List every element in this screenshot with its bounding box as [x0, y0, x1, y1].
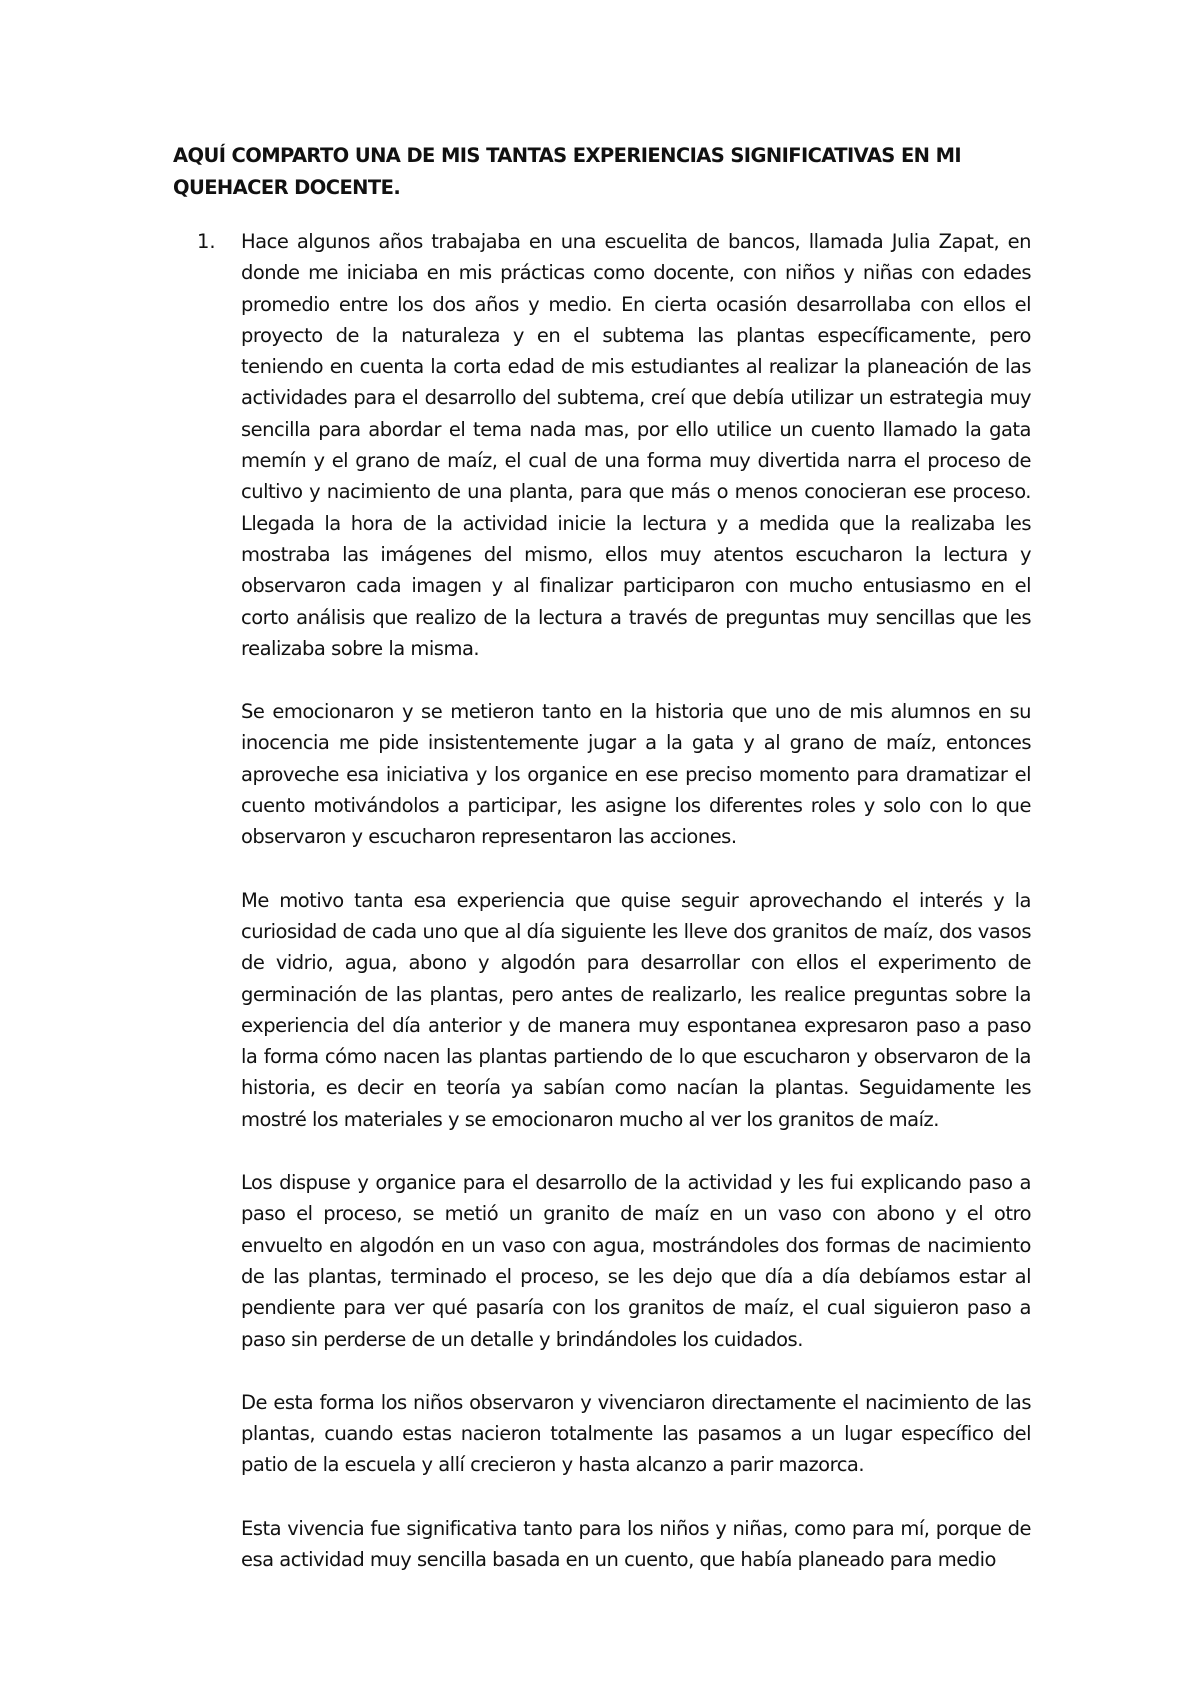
paragraph-6: Esta vivencia fue significativa tanto para los niños y niñas, como para mí, porque de esa actividad muy sencilla basada en un cuento, que había planeado para medio	[241, 1516, 1031, 1571]
paragraph-5: De esta forma los niños observaron y vivenciaron directamente el nacimiento de las plantas, cuando estas nacieron totalmente las pasamos a un lugar específico del patio de la escuela y allí crecieron y hasta alcanzo a parir mazorca.	[241, 1390, 1031, 1477]
document-title: AQUÍ COMPARTO UNA DE MIS TANTAS EXPERIENCIAS SIGNIFICATIVAS EN MI QUEHACER DOCENTE.	[173, 144, 962, 199]
numbered-list-item	[197, 226, 1031, 664]
list-item-number: 1.	[197, 230, 216, 253]
paragraph-3: Me motivo tanta esa experiencia que quise seguir aprovechando el interés y la curiosidad de cada uno que al día siguiente les lleve dos granitos de maíz, dos vasos de vidrio, agua, abono y algodón para desarrollar con ellos el experimento de germinación de las plantas, pero antes de realizarlo, les realice preguntas sobre la experiencia del día anterior y de manera muy espontanea expresaron paso a paso la forma cómo nacen las plantas partiendo de lo que escucharon y observaron de la historia, es decir en teoría ya sabían como nacían la plantas. Seguidamente les mostré los materiales y se emocionaron mucho al ver los granitos de maíz.	[241, 888, 1031, 1131]
paragraph-4: Los dispuse y organice para el desarrollo de la actividad y les fui explicando paso a paso el proceso, se metió un granito de maíz en un vaso con abono y el otro envuelto en algodón en un vaso con agua, mostrándoles dos formas de nacimiento de las plantas, terminado el proceso, se les dejo que día a día debíamos estar al pendiente para ver qué pasaría con los granitos de maíz, el cual siguieron paso a paso sin perderse de un detalle y brindándoles los cuidados.	[241, 1171, 1031, 1351]
document-body	[197, 226, 1031, 1607]
paragraph-1: Hace algunos años trabajaba en una escuelita de bancos, llamada Julia Zapat, en donde me iniciaba en mis prácticas como docente, con niños y niñas con edades promedio entre los dos años y medio. En cierta ocasión desarrollaba con ellos el proyecto de la naturaleza y en el subtema las plantas específicamente, pero teniendo en cuenta la corta edad de mis estudiantes al realizar la planeación de las actividades para el desarrollo del subtema, creí que debía utilizar un estrategia muy sencilla para abordar el tema nada mas, por ello utilice un cuento llamado la gata memín y el grano de maíz, el cual de una forma muy divertida narra el proceso de cultivo y nacimiento de una planta, para que más o menos conocieran ese proceso. Llegada la hora de la actividad inicie la lectura y a medida que la realizaba les mostraba las imágenes del mismo, ellos muy atentos escucharon la lectura y observaron cada imagen y al finalizar participaron con mucho entusiasmo en el corto análisis que realizo de la lectura a través de preguntas muy sencillas que les realizaba sobre la misma.	[241, 230, 1031, 660]
paragraph-2: Se emocionaron y se metieron tanto en la historia que uno de mis alumnos en su inocencia me pide insistentemente jugar a la gata y al grano de maíz, entonces aproveche esa iniciativa y los organice en ese preciso momento para dramatizar el cuento motivándolos a participar, les asigne los diferentes roles y solo con lo que observaron y escucharon representaron las acciones.	[241, 700, 1031, 849]
